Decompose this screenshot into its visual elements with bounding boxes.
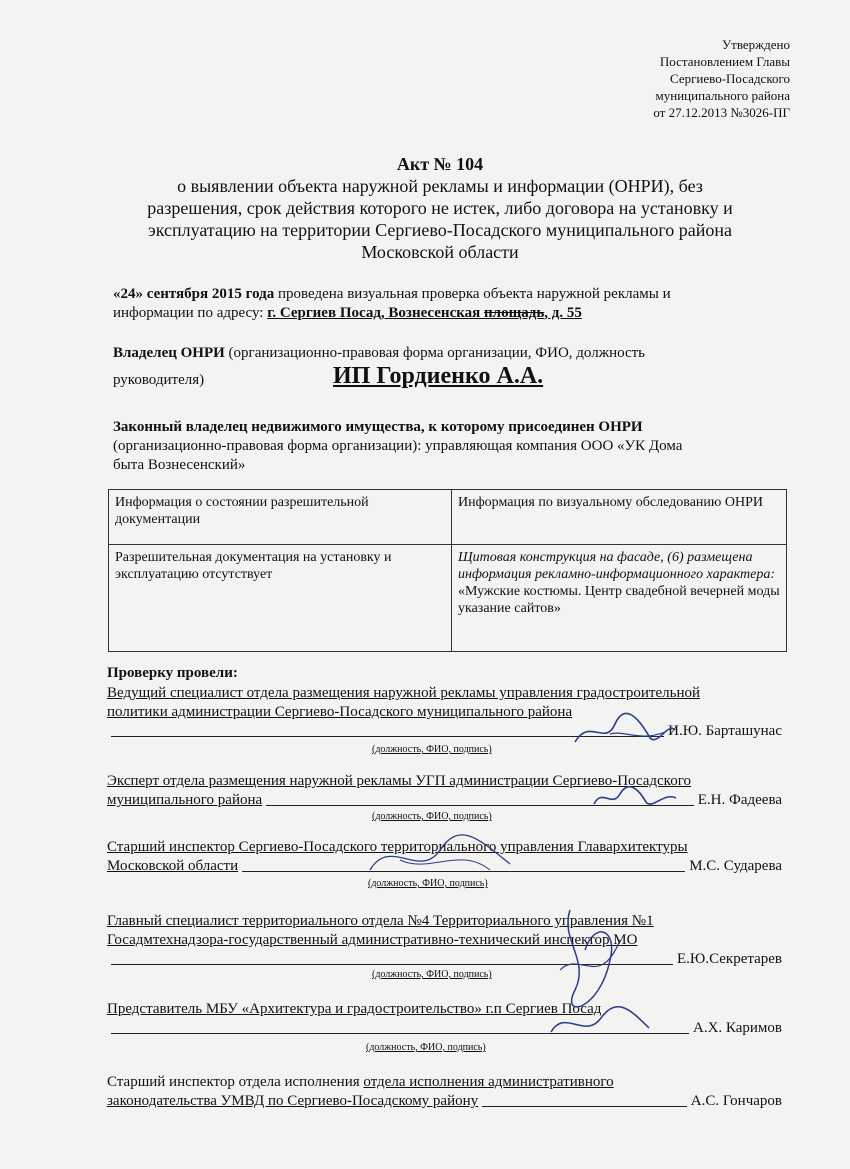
legal-owner-label: Законный владелец недвижимого имущества, к которому присоединен ОНРИ	[113, 419, 643, 435]
legal-owner-desc: быта Вознесенский»	[113, 457, 246, 473]
inspector-5	[107, 1000, 782, 1038]
inspector-position: Эксперт отдела размещения наружной рекламы УГП администрации Сергиево-Посадского	[107, 773, 691, 789]
inspector-name: А.С. Гончаров	[690, 1093, 782, 1109]
signature-caption: (должность, ФИО, подпись)	[372, 969, 492, 980]
table-cell: Разрешительная документация на установку и эксплуатацию отсутствует	[109, 545, 452, 652]
address-part: , д. 55	[544, 305, 582, 321]
approval-line: Сергиево-Посадского	[670, 71, 790, 86]
table-header-cell: Информация по визуальному обследованию ОНРИ	[452, 490, 787, 545]
inspector-6	[107, 1073, 782, 1111]
legal-owner-paragraph	[113, 418, 793, 475]
signature-line	[107, 857, 782, 876]
signature-fill	[266, 805, 694, 806]
inspector-4	[107, 912, 782, 969]
act-subtitle-line: эксплуатацию на территории Сергиево-Посадского муниципального района	[147, 220, 733, 240]
inspectors-heading-text: Проверку провели:	[107, 665, 238, 681]
signature-line	[107, 950, 782, 969]
signature-line	[107, 1092, 782, 1111]
inspection-address	[267, 305, 582, 321]
act-subtitle-line: о выявлении объекта наружной рекламы и информации (ОНРИ), без	[177, 176, 703, 196]
signature-caption: (должность, ФИО, подпись)	[372, 744, 492, 755]
signature-line	[107, 1019, 782, 1038]
inspector-position: отдела исполнения административного	[363, 1074, 614, 1090]
inspector-position: Представитель МБУ «Архитектура и градостроительство» г.п Сергиев Посад	[107, 1001, 602, 1017]
approval-line: от 27.12.2013 №3026-ПГ	[653, 105, 790, 120]
signature-caption: (должность, ФИО, подпись)	[366, 1042, 486, 1053]
inspector-name: М.С. Сударева	[689, 858, 782, 874]
signature-line	[107, 791, 782, 810]
inspector-name: А.Х. Каримов	[693, 1020, 782, 1036]
legal-owner-desc: (организационно-правовая форма организации): управляющая компания ООО «УК Дома	[113, 438, 683, 454]
approval-line: Постановлением Главы	[659, 54, 790, 69]
inspector-position: Старший инспектор Сергиево-Посадского территориального управления Главархитектуры	[107, 839, 688, 855]
inspector-position: муниципального района	[107, 792, 263, 808]
signature-caption: (должность, ФИО, подпись)	[372, 811, 492, 822]
table-cell	[452, 545, 787, 652]
inspector-position: Московской области	[107, 858, 239, 874]
act-number: Акт № 104	[396, 154, 484, 174]
inspector-name: Е.Н. Фадеева	[697, 792, 782, 808]
inspector-position: политики администрации Сергиево-Посадского муниципального района	[107, 704, 573, 720]
address-struck-word: площадь	[484, 305, 545, 321]
table-cell-text: «Мужские костюмы. Центр свадебной вечерней моды указание сайтов»	[458, 584, 780, 616]
table-row	[109, 545, 787, 652]
act-subtitle-line: разрешения, срок действия которого не истек, либо договора на установку и	[147, 198, 733, 218]
inspector-name: И.Ю. Барташунас	[668, 723, 782, 739]
inspector-position: Главный специалист территориального отдела №4 Территориального управления №1	[107, 913, 654, 929]
owner-desc: руководителя)	[113, 372, 205, 388]
act-title	[100, 153, 780, 263]
owner-name: ИП Гордиенко А.А.	[333, 363, 544, 389]
address-part: г. Сергиев Посад, Вознесенская	[267, 305, 485, 321]
inspector-position: Старший инспектор отдела исполнения	[107, 1074, 364, 1090]
approval-block	[653, 36, 790, 121]
inspector-1	[107, 684, 782, 741]
signature-caption: (должность, ФИО, подпись)	[368, 878, 488, 889]
approval-line: Утверждено	[721, 37, 790, 52]
inspector-name: Е.Ю.Секретарев	[676, 951, 782, 967]
inspection-date: «24» сентября 2015 года	[113, 286, 275, 302]
table-row	[109, 490, 787, 545]
inspector-position: Госадмтехнадзора-государственный административно-технический инспектор МО	[107, 932, 638, 948]
table-cell-italic: Щитовая конструкция на фасаде, (6) размещена информация рекламно-информационного характера:	[458, 550, 775, 582]
inspection-text: информации по адресу:	[113, 305, 268, 321]
signature-line	[107, 722, 782, 741]
owner-label: Владелец ОНРИ	[113, 345, 225, 361]
info-table	[108, 489, 787, 652]
owner-desc: (организационно-правовая форма организации, ФИО, должность	[224, 345, 646, 361]
inspector-3	[107, 838, 782, 876]
approval-line: муниципального района	[655, 88, 790, 103]
inspector-position: Ведущий специалист отдела размещения наружной рекламы управления градостроительной	[107, 685, 701, 701]
inspection-paragraph	[113, 285, 793, 323]
signature-fill	[111, 736, 664, 737]
table-header-cell: Информация о состоянии разрешительной документации	[109, 490, 452, 545]
signature-fill	[111, 964, 673, 965]
inspectors-heading	[107, 664, 782, 683]
inspection-text: проведена визуальная проверка объекта наружной рекламы и	[274, 286, 671, 302]
inspector-position: законодательства УМВД по Сергиево-Посадскому району	[107, 1093, 479, 1109]
inspector-2	[107, 772, 782, 810]
act-subtitle-line: Московской области	[361, 242, 519, 262]
signature-fill	[482, 1106, 687, 1107]
signature-fill	[242, 871, 685, 872]
signature-fill	[111, 1033, 689, 1034]
